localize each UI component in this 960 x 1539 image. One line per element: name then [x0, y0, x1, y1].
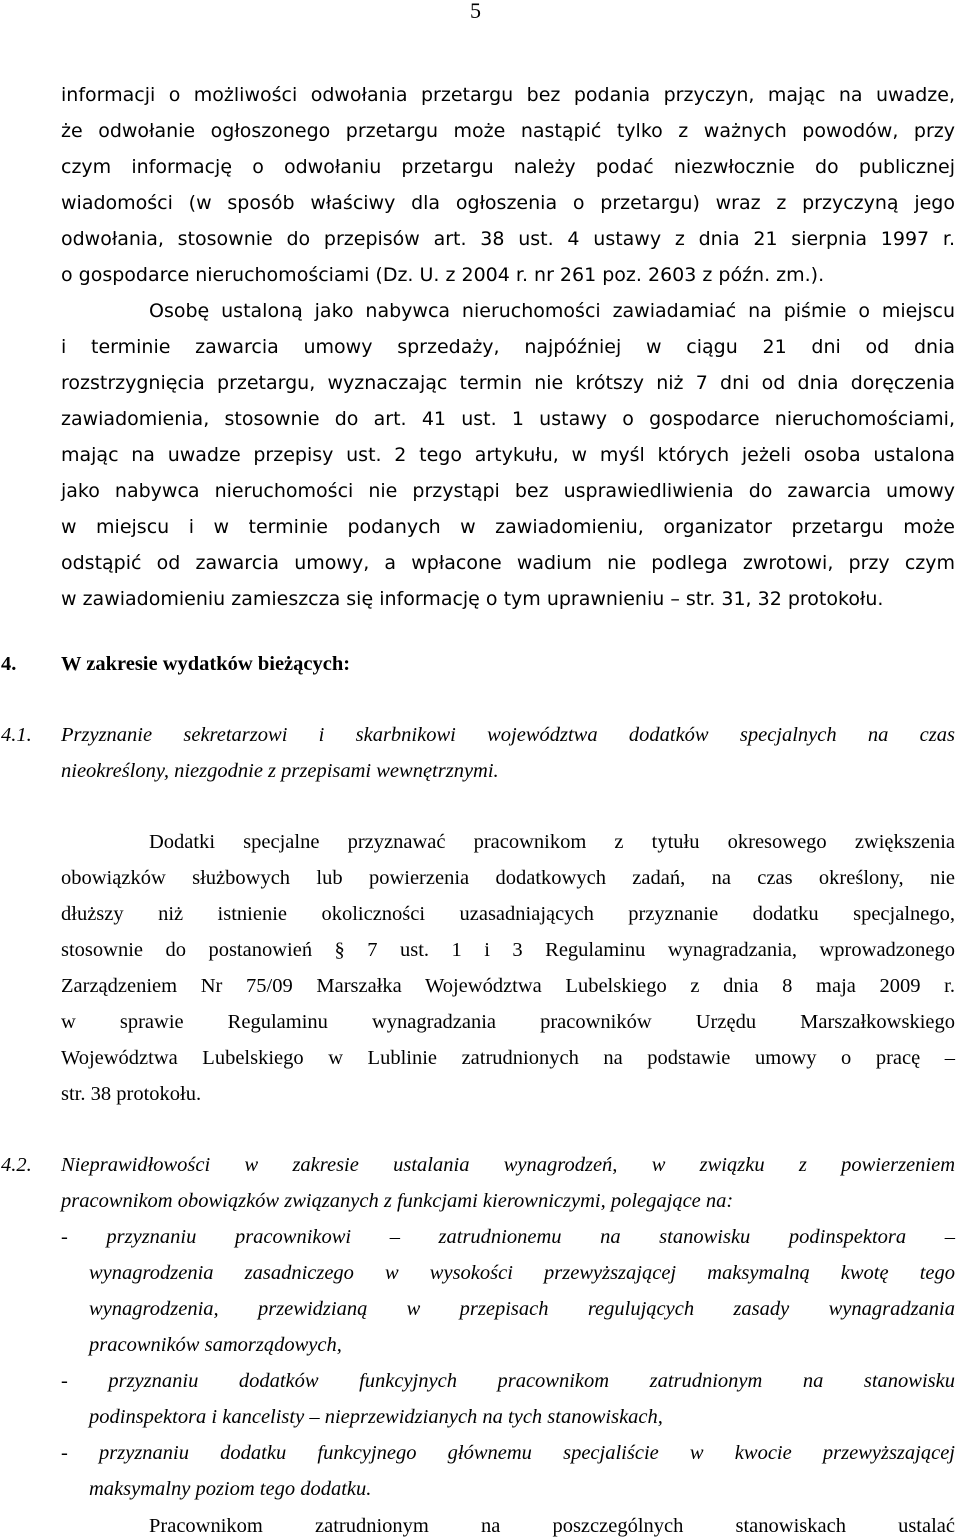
- text-line: wiadomości (w sposób właściwy dla ogłoszenia o przetargu) wraz z przyczyną jego: [61, 192, 955, 214]
- text-line: odwołania, stosownie do przepisów art. 38 ust. 4 ustawy z dnia 21 sierpnia 1997 r.: [61, 228, 955, 250]
- subsection-title-line: pracownikom obowiązków związanych z funkcjami kierowniczymi, polegające na:: [61, 1190, 734, 1212]
- text-line: i terminie zawarcia umowy sprzedaży, najpóźniej w ciągu 21 dni od dnia: [61, 336, 955, 358]
- subsection-number: 4.2.: [1, 1154, 32, 1176]
- text-line: że odwołanie ogłoszonego przetargu może nastąpić tylko z ważnych powodów, przy: [61, 120, 955, 142]
- list-item-line: wynagrodzenia zasadniczego w wysokości przewyższającej maksymalną kwotę tego: [89, 1262, 955, 1284]
- text-line: Zarządzeniem Nr 75/09 Marszałka Województwa Lubelskiego z dnia 8 maja 2009 r.: [61, 975, 955, 997]
- text-line: str. 38 protokołu.: [61, 1083, 202, 1105]
- section-number: 4.: [1, 653, 17, 675]
- list-item-line: pracowników samorządowych,: [89, 1334, 342, 1356]
- subsection-title-line: Przyznanie sekretarzowi i skarbnikowi województwa dodatków specjalnych na czas: [61, 724, 955, 746]
- text-line: dłuższy niż istnienie okoliczności uzasadniających przyznanie dodatku specjalnego,: [61, 903, 955, 925]
- list-item-line: maksymalny poziom tego dodatku.: [89, 1478, 372, 1500]
- list-item-line: podinspektora i kancelisty – nieprzewidzianych na tych stanowiskach,: [89, 1406, 663, 1428]
- text-line: czym informację o odwołaniu przetargu należy podać niezwłocznie do publicznej: [61, 156, 955, 178]
- text-line: Województwa Lubelskiego w Lublinie zatrudnionych na podstawie umowy o pracę –: [61, 1047, 955, 1069]
- text-line: Dodatki specjalne przyznawać pracownikom z tytułu okresowego zwiększenia: [149, 831, 955, 853]
- text-line: informacji o możliwości odwołania przetargu bez podania przyczyn, mając na uwadze,: [61, 84, 955, 106]
- text-line: rozstrzygnięcia przetargu, wyznaczając termin nie krótszy niż 7 dni od dnia doręczenia: [61, 372, 955, 394]
- subsection-title-line: nieokreślony, niezgodnie z przepisami wewnętrznymi.: [61, 760, 499, 782]
- text-line: w zawiadomieniu zamieszcza się informację o tym uprawnieniu – str. 31, 32 protokołu.: [61, 588, 884, 610]
- list-item-line: - przyznaniu dodatku funkcyjnego głównemu specjaliście w kwocie przewyższającej: [61, 1442, 955, 1464]
- text-line: w miejscu i w terminie podanych w zawiadomieniu, organizator przetargu może: [61, 516, 955, 538]
- text-line: w sprawie Regulaminu wynagradzania pracowników Urzędu Marszałkowskiego: [61, 1011, 955, 1033]
- list-item-line: - przyznaniu pracownikowi – zatrudnionemu na stanowisku podinspektora –: [61, 1226, 955, 1248]
- text-line: Osobę ustaloną jako nabywca nieruchomości zawiadamiać na piśmie o miejscu: [149, 300, 955, 322]
- section-title: W zakresie wydatków bieżących:: [61, 653, 351, 675]
- text-line: stosownie do postanowień § 7 ust. 1 i 3 Regulaminu wynagradzania, wprowadzonego: [61, 939, 955, 961]
- page-number: 5: [470, 0, 481, 23]
- text-line: obowiązków służbowych lub powierzenia dodatkowych zadań, na czas określony, nie: [61, 867, 955, 889]
- text-line: zawiadomienia, stosownie do art. 41 ust. 1 ustawy o gospodarce nieruchomościami,: [61, 408, 955, 430]
- subsection-title-line: Nieprawidłowości w zakresie ustalania wynagrodzeń, w związku z powierzeniem: [61, 1154, 955, 1176]
- text-line: jako nabywca nieruchomości nie przystąpi bez usprawiedliwienia do zawarcia umowy: [61, 480, 955, 502]
- text-line: o gospodarce nieruchomościami (Dz. U. z 2004 r. nr 261 poz. 2603 z późn. zm.).: [61, 264, 825, 286]
- text-line: Pracownikom zatrudnionym na poszczególnych stanowiskach ustalać: [149, 1515, 955, 1537]
- list-item-line: - przyznaniu dodatków funkcyjnych pracownikom zatrudnionym na stanowisku: [61, 1370, 955, 1392]
- list-item-line: wynagrodzenia, przewidzianą w przepisach regulujących zasady wynagradzania: [89, 1298, 955, 1320]
- subsection-number: 4.1.: [1, 724, 32, 746]
- text-line: mając na uwadze przepisy ust. 2 tego artykułu, w myśl których jeżeli osoba ustalona: [61, 444, 955, 466]
- text-line: odstąpić od zawarcia umowy, a wpłacone wadium nie podlega zwrotowi, przy czym: [61, 552, 955, 574]
